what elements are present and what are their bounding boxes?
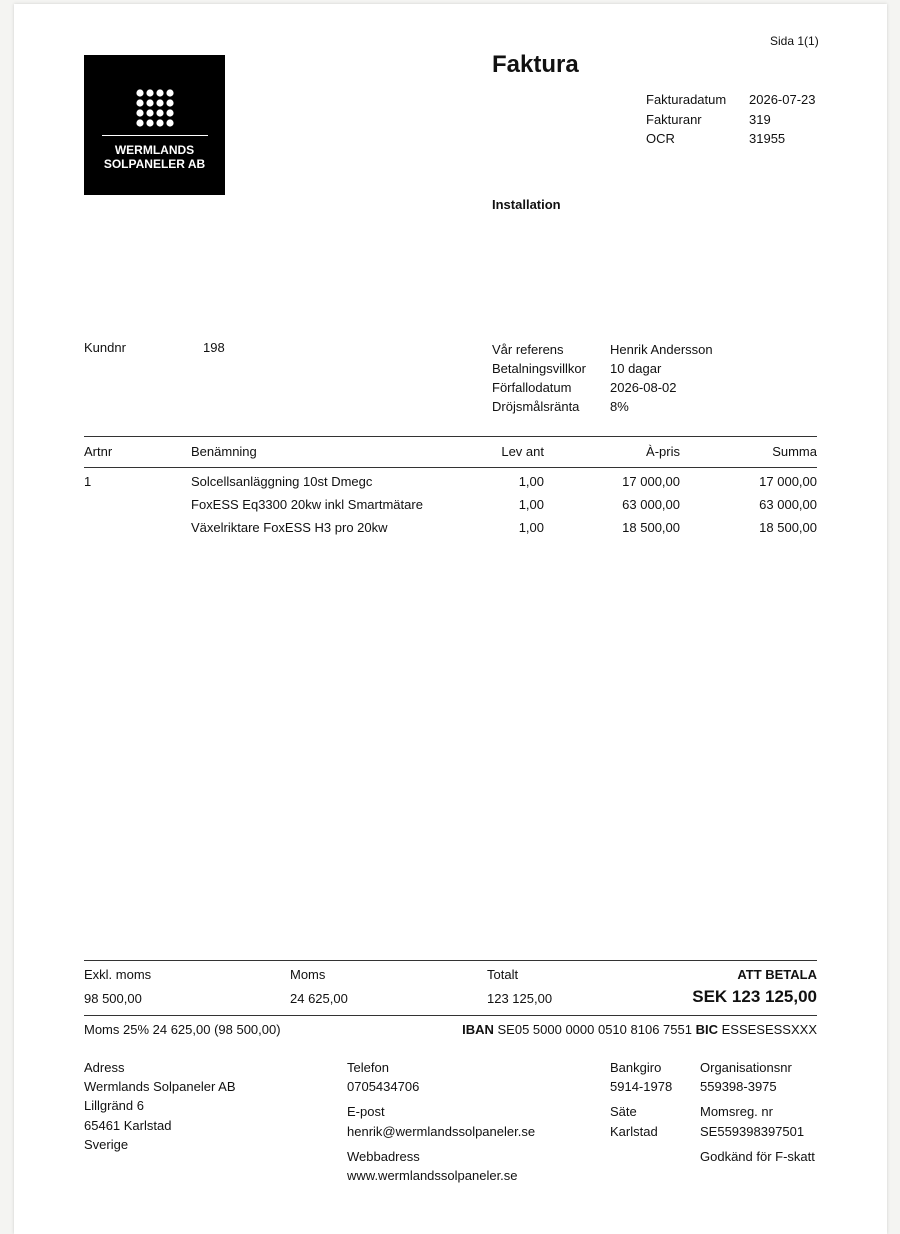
invoice-subject: Installation bbox=[492, 197, 561, 212]
amount-due-value: SEK 123 125,00 bbox=[692, 987, 817, 1006]
logo-divider bbox=[102, 135, 208, 136]
col-price: À-pris bbox=[646, 444, 680, 459]
invoice-meta-labels: Fakturadatum Fakturanr OCR bbox=[646, 92, 727, 146]
excl-vat-label: Exkl. moms bbox=[84, 967, 152, 982]
footer-company: Organisationsnr 559398-3975 Momsreg. nr SE559398397501 Godkänd för F-skatt bbox=[700, 1060, 815, 1164]
vat-value: 24 625,00 bbox=[290, 991, 348, 1006]
customer-number-label: Kundnr bbox=[84, 340, 126, 355]
col-name: Benämning bbox=[191, 444, 257, 459]
footer-address: Adress Wermlands Solpaneler AB Lillgränd 6 65461 Karlstad Sverige bbox=[84, 1060, 236, 1152]
col-sum: Summa bbox=[772, 444, 817, 459]
amount-due-label: ATT BETALA bbox=[737, 967, 817, 982]
customer-number-value: 198 bbox=[203, 340, 225, 355]
grid-logo-icon bbox=[136, 89, 174, 127]
logo-name: WERMLANDS SOLPANELER AB bbox=[103, 143, 206, 171]
page-number: Sida 1(1) bbox=[770, 34, 819, 48]
total-value: 123 125,00 bbox=[487, 991, 553, 1006]
col-artnr: Artnr bbox=[84, 444, 113, 459]
totals-top-rule bbox=[84, 960, 817, 961]
company-logo bbox=[84, 55, 225, 195]
bank-details: IBAN SE05 5000 0000 0510 8106 7551 BIC ESSESESSXXX bbox=[462, 1022, 817, 1037]
vat-summary: Moms 25% 24 625,00 (98 500,00) bbox=[84, 1022, 281, 1037]
totals-bottom-rule bbox=[84, 1015, 817, 1016]
excl-vat-value: 98 500,00 bbox=[84, 991, 142, 1006]
total-label: Totalt bbox=[487, 967, 519, 982]
invoice-title: Faktura bbox=[492, 51, 579, 78]
reference-labels: Vår referens Betalningsvillkor Förfallodatum Dröjsmålsränta bbox=[492, 342, 586, 414]
vat-label: Moms bbox=[290, 967, 326, 982]
footer-bank: Bankgiro 5914-1978 Säte Karlstad bbox=[610, 1060, 673, 1139]
invoice-meta-values: 2026-07-23 319 31955 bbox=[749, 92, 816, 146]
table-header-rule bbox=[84, 467, 817, 468]
invoice-page: Sida 1(1) WERMLANDS SOLPANELER AB Faktura Fakturadatum Fakturanr OCR 2026-07-23 319 31955 Installation Kundnr 198 Vår referens Betalningsvillkor Förfallodatum Dröjsmålsränta Henrik Andersson 10 dagar 2026-08-02 8% Artnr Benämning Lev ant À-pris Summa 1 Solcellsanläggning 10st Dmegc 1,00 17 000,00 17 000,00 FoxESS Eq3300 20kw inkl Smartmätare 1,00 63 000,00 63 000,00 Växelriktare FoxESS H3 pro 20kw 1,00 18 500,00 18 500,00 Exkl. moms 98 500,00 Moms 24 625,00 Totalt 123 125,00 ATT BETALA SEK 123 125,00 Moms 25% 24 625,00 (98 500,00) IBAN SE05 5000 0000 0510 8106 7551 BIC ESSESESSXXX Adress Wermlands Solpaneler AB Lillgränd 6 65461 Karlstad Sverige Telefon 0705434706 E-post henrik@wermlandssolpaneler.se Webbadress www.wermlandssolpaneler.se Bankgiro 5914-1978 Säte Karlstad Organisationsnr 559398-3975 Momsreg. nr SE559398397501 Godkänd för F-skatt bbox=[14, 4, 887, 1234]
table-top-rule bbox=[84, 436, 817, 437]
col-qty: Lev ant bbox=[501, 444, 544, 459]
reference-values: Henrik Andersson 10 dagar 2026-08-02 8% bbox=[610, 342, 713, 414]
footer-contact: Telefon 0705434706 E-post henrik@wermlandssolpaneler.se Webbadress www.wermlandssolpaneler.se bbox=[347, 1060, 536, 1184]
